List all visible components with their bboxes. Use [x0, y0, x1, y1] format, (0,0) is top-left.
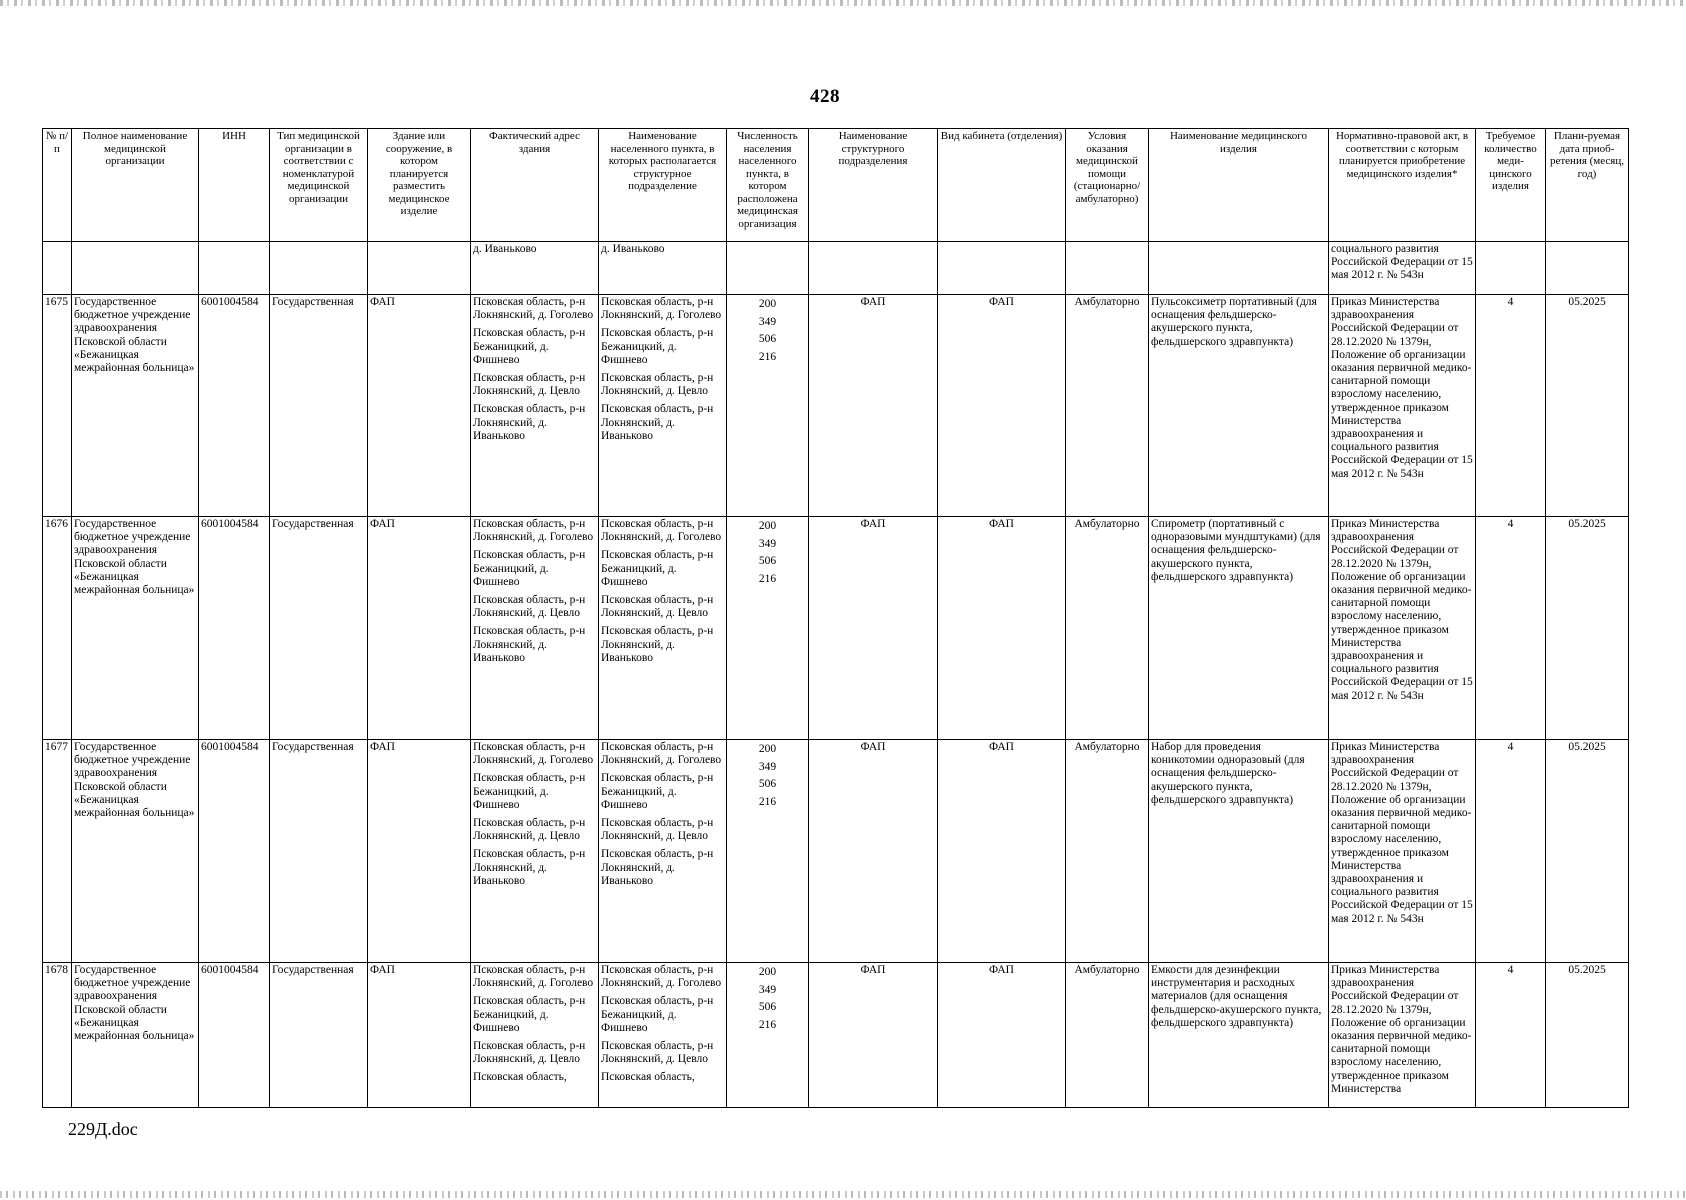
org-type: Государственная — [270, 517, 368, 740]
actual-address-item: Псковская область, р-н Бежаницкий, д. Фишнево — [473, 549, 586, 588]
actual-address-item: Псковская область, р-н Локнянский, д. Гоголево — [473, 741, 594, 767]
scan-edge-bottom — [0, 1191, 1686, 1198]
population — [727, 740, 809, 963]
population-item: 506 — [758, 333, 777, 345]
settlement-item: Псковская область, — [601, 1071, 695, 1084]
inn: 6001004584 — [199, 740, 270, 963]
actual-address-item: Псковская область, р-н Локнянский, д. Гоголево — [473, 518, 594, 544]
population-item: 506 — [758, 555, 777, 567]
building: ФАП — [368, 295, 471, 517]
scan-edge-top — [0, 0, 1686, 6]
population-item: 349 — [758, 315, 777, 328]
building: ФАП — [368, 740, 471, 963]
quantity: 4 — [1476, 963, 1546, 1108]
table-body — [43, 242, 1629, 1108]
settlement-item: Псковская область, р-н Локнянский, д. Гоголево — [601, 964, 722, 990]
settlement — [599, 963, 727, 1108]
header-conditions: Условия оказания медицинской помощи (стационарно/амбулаторно) — [1066, 129, 1149, 242]
purchase-date: 05.2025 — [1546, 295, 1629, 517]
actual-address — [471, 295, 599, 517]
purchase-date: 05.2025 — [1546, 740, 1629, 963]
care-conditions: Амбулаторно — [1066, 295, 1149, 517]
building: ФАП — [368, 963, 471, 1108]
actual-address — [471, 963, 599, 1108]
header-address: Фактический адрес здания — [471, 129, 599, 242]
population-item: 506 — [758, 1001, 777, 1013]
settlement-item: Псковская область, р-н Локнянский, д. Цевло — [601, 817, 714, 843]
cabinet-type: ФАП — [938, 517, 1066, 740]
continuation-row — [43, 242, 1629, 295]
population-item: 200 — [758, 966, 777, 978]
building: ФАП — [368, 517, 471, 740]
settlement-item: Псковская область, р-н Локнянский, д. Цевло — [601, 1040, 714, 1066]
settlement — [599, 295, 727, 517]
header-cabinet: Вид кабинета (отделения) — [938, 129, 1066, 242]
settlement-item: Псковская область, р-н Локнянский, д. Иваньково — [601, 625, 714, 664]
header-num: № п/п — [43, 129, 72, 242]
legal-act: Приказ Министерства здравоохранения Российской Федерации от 28.12.2020 № 1379н, Положение об организации оказания первичной медико-санитарной помощи взрослому населению, утвержденное приказом Министерства здравоохранения и социального развития Российской Федерации от 15 мая 2012 г. № 543н — [1329, 295, 1476, 517]
org-name: Государственное бюджетное учреждение здравоохранения Псковской области «Бежаницкая межрайонная больница» — [72, 740, 199, 963]
header-unit: Наименование структурного подразделения — [809, 129, 938, 242]
settlement-item: Псковская область, р-н Локнянский, д. Цевло — [601, 372, 714, 398]
actual-address-item: Псковская область, р-н Локнянский, д. Цевло — [473, 594, 586, 620]
actual-address-item: Псковская область, р-н Локнянский, д. Цевло — [473, 372, 586, 398]
header-act: Нормативно-правовой акт, в соответствии с которым планируется приобретение медицинского изделия* — [1329, 129, 1476, 242]
continuation-settlement: д. Иваньково — [599, 242, 727, 295]
header-settlement: Наименование населенного пункта, в которых располагается структурное подразделение — [599, 129, 727, 242]
structural-unit: ФАП — [809, 517, 938, 740]
actual-address-item: Псковская область, р-н Бежаницкий, д. Фишнево — [473, 995, 586, 1034]
header-qty: Требуемое количество меди-цинского изделия — [1476, 129, 1546, 242]
device-name: Пульсоксиметр портативный (для оснащения фельдшерско-акушерского пункта, фельдшерского здравпункта) — [1149, 295, 1329, 517]
population-item: 349 — [758, 537, 777, 550]
actual-address-item: Псковская область, р-н Локнянский, д. Иваньково — [473, 848, 586, 887]
equipment-table — [42, 128, 1629, 1108]
org-type: Государственная — [270, 963, 368, 1108]
population — [727, 295, 809, 517]
legal-act: Приказ Министерства здравоохранения Российской Федерации от 28.12.2020 № 1379н, Положение об организации оказания первичной медико-санитарной помощи взрослому населению, утвержденное приказом Министерства здравоохранения и социального развития Российской Федерации от 15 мая 2012 г. № 543н — [1329, 740, 1476, 963]
footer-filename: 229Д.doc — [68, 1119, 138, 1139]
quantity: 4 — [1476, 740, 1546, 963]
structural-unit: ФАП — [809, 295, 938, 517]
settlement-item: Псковская область, р-н Бежаницкий, д. Фишнево — [601, 549, 714, 588]
org-name: Государственное бюджетное учреждение здравоохранения Псковской области «Бежаницкая межрайонная больница» — [72, 295, 199, 517]
actual-address-item: Псковская область, р-н Локнянский, д. Гоголево — [473, 296, 594, 322]
settlement-item: Псковская область, р-н Бежаницкий, д. Фишнево — [601, 995, 714, 1034]
population-item: 200 — [758, 298, 777, 310]
purchase-date: 05.2025 — [1546, 517, 1629, 740]
settlement-item: Псковская область, р-н Бежаницкий, д. Фишнево — [601, 772, 714, 811]
header-type: Тип медицинской организации в соответствии с номенклатурой медицинской организации — [270, 129, 368, 242]
population-item: 216 — [758, 350, 777, 363]
population-item: 349 — [758, 983, 777, 996]
care-conditions: Амбулаторно — [1066, 740, 1149, 963]
settlement-item: Псковская область, р-н Локнянский, д. Цевло — [601, 594, 714, 620]
quantity: 4 — [1476, 517, 1546, 740]
row-number: 1678 — [43, 963, 72, 1108]
page-number: 428 — [810, 86, 840, 107]
table-row — [43, 740, 1629, 963]
inn: 6001004584 — [199, 295, 270, 517]
table-row — [43, 295, 1629, 517]
table-row — [43, 517, 1629, 740]
structural-unit: ФАП — [809, 740, 938, 963]
settlement-item: Псковская область, р-н Бежаницкий, д. Фишнево — [601, 327, 714, 366]
population-item: 216 — [758, 795, 777, 808]
table-row — [43, 963, 1629, 1108]
actual-address-item: Псковская область, р-н Бежаницкий, д. Фишнево — [473, 327, 586, 366]
actual-address-item: Псковская область, р-н Локнянский, д. Гоголево — [473, 964, 594, 990]
header-row — [43, 129, 1629, 242]
population-item: 200 — [758, 743, 777, 755]
header-population: Численность населения населенного пункта, в котором расположена медицинская организация — [727, 129, 809, 242]
care-conditions: Амбулаторно — [1066, 517, 1149, 740]
org-type: Государственная — [270, 740, 368, 963]
legal-act: Приказ Министерства здравоохранения Российской Федерации от 28.12.2020 № 1379н, Положение об организации оказания первичной медико-санитарной помощи взрослому населению, утвержденное приказом Министерства — [1329, 963, 1476, 1108]
actual-address-item: Псковская область, р-н Локнянский, д. Цевло — [473, 1040, 586, 1066]
population-item: 349 — [758, 760, 777, 773]
device-name: Емкости для дезинфекции инструментария и расходных материалов (для оснащения фельдшерско-акушерского пункта, фельдшерского здравпункта) — [1149, 963, 1329, 1108]
org-name: Государственное бюджетное учреждение здравоохранения Псковской области «Бежаницкая межрайонная больница» — [72, 517, 199, 740]
header-building: Здание или сооружение, в котором планируется разместить медицинское изделие — [368, 129, 471, 242]
legal-act: Приказ Министерства здравоохранения Российской Федерации от 28.12.2020 № 1379н, Положение об организации оказания первичной медико-санитарной помощи взрослому населению, утвержденное приказом Министерства здравоохранения и социального развития Российской Федерации от 15 мая 2012 г. № 543н — [1329, 517, 1476, 740]
continuation-act: социального развития Российской Федерации от 15 мая 2012 г. № 543н — [1329, 242, 1476, 295]
population — [727, 963, 809, 1108]
population-item: 216 — [758, 572, 777, 585]
org-type: Государственная — [270, 295, 368, 517]
actual-address-item: Псковская область, р-н Локнянский, д. Иваньково — [473, 403, 586, 442]
continuation-address: д. Иваньково — [471, 242, 599, 295]
settlement-item: Псковская область, р-н Локнянский, д. Гоголево — [601, 741, 722, 767]
header-inn: ИНН — [199, 129, 270, 242]
cabinet-type: ФАП — [938, 295, 1066, 517]
settlement — [599, 740, 727, 963]
actual-address-item: Псковская область, р-н Локнянский, д. Иваньково — [473, 625, 586, 664]
quantity: 4 — [1476, 295, 1546, 517]
inn: 6001004584 — [199, 517, 270, 740]
row-number: 1677 — [43, 740, 72, 963]
population-item: 200 — [758, 520, 777, 532]
settlement — [599, 517, 727, 740]
population-item: 216 — [758, 1018, 777, 1031]
cabinet-type: ФАП — [938, 963, 1066, 1108]
care-conditions: Амбулаторно — [1066, 963, 1149, 1108]
row-number: 1675 — [43, 295, 72, 517]
settlement-item: Псковская область, р-н Локнянский, д. Иваньково — [601, 848, 714, 887]
header-date: Плани-руемая дата приоб-ретения (месяц, год) — [1546, 129, 1629, 242]
settlement-item: Псковская область, р-н Локнянский, д. Гоголево — [601, 296, 722, 322]
actual-address — [471, 517, 599, 740]
inn: 6001004584 — [199, 963, 270, 1108]
population — [727, 517, 809, 740]
header-org: Полное наименование медицинской организации — [72, 129, 199, 242]
org-name: Государственное бюджетное учреждение здравоохранения Псковской области «Бежаницкая межрайонная больница» — [72, 963, 199, 1108]
header-device: Наименование медицинского изделия — [1149, 129, 1329, 242]
structural-unit: ФАП — [809, 963, 938, 1108]
purchase-date: 05.2025 — [1546, 963, 1629, 1108]
actual-address — [471, 740, 599, 963]
settlement-item: Псковская область, р-н Локнянский, д. Гоголево — [601, 518, 722, 544]
actual-address-item: Псковская область, р-н Локнянский, д. Цевло — [473, 817, 586, 843]
device-name: Набор для проведения коникотомии одноразовый (для оснащения фельдшерско-акушерского пункта, фельдшерского здравпункта) — [1149, 740, 1329, 963]
device-name: Спирометр (портативный с одноразовыми мундштуками) (для оснащения фельдшерско-акушерского пункта, фельдшерского здравпункта) — [1149, 517, 1329, 740]
population-item: 506 — [758, 778, 777, 790]
actual-address-item: Псковская область, р-н Бежаницкий, д. Фишнево — [473, 772, 586, 811]
row-number: 1676 — [43, 517, 72, 740]
cabinet-type: ФАП — [938, 740, 1066, 963]
settlement-item: Псковская область, р-н Локнянский, д. Иваньково — [601, 403, 714, 442]
actual-address-item: Псковская область, — [473, 1071, 567, 1084]
